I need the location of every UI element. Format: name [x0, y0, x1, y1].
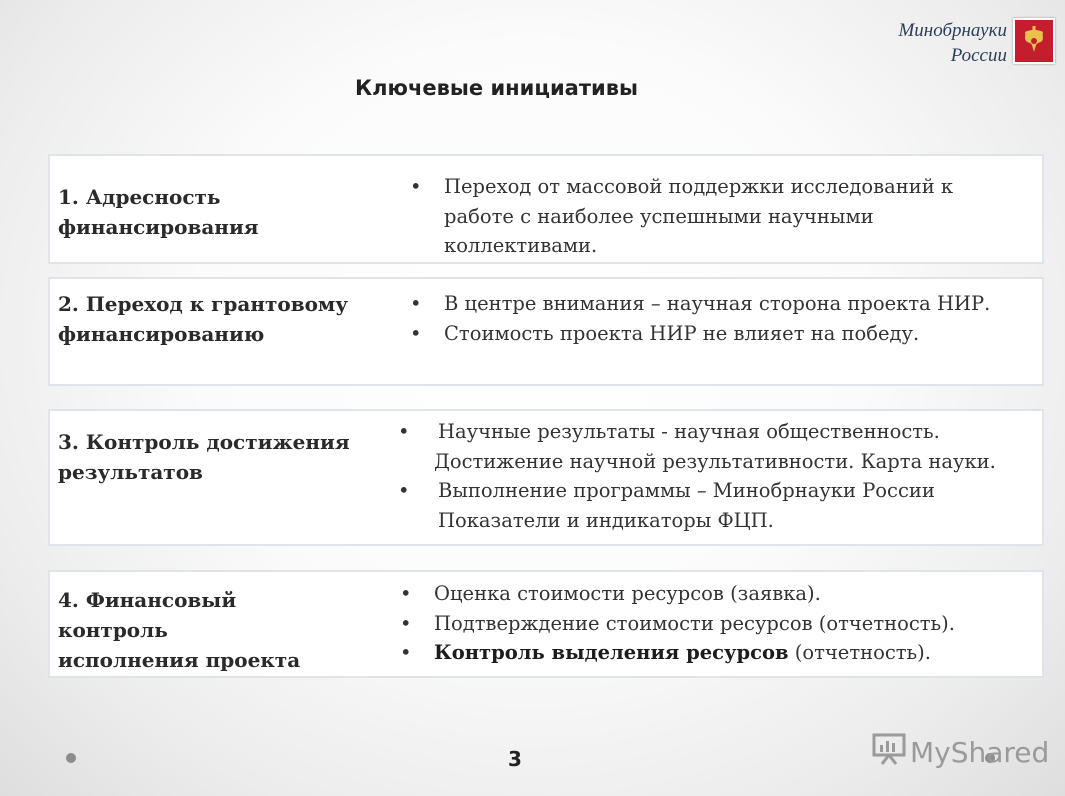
dot-left — [66, 753, 76, 763]
initiative-title-line: контроль — [58, 618, 168, 642]
bullet-line: • Научные результаты - научная общественность. — [438, 420, 940, 443]
bullet-line: • Переход от массовой поддержки исследований к — [444, 175, 954, 198]
initiative-card-1 — [48, 154, 1044, 264]
bullet-item — [396, 476, 996, 535]
initiative-title-line: 3. Контроль достижения — [58, 430, 350, 454]
initiative-title — [58, 427, 350, 487]
watermark — [872, 733, 1049, 772]
initiative-bullets — [408, 289, 990, 348]
initiative-card-3 — [48, 409, 1044, 546]
initiative-title-line: 2. Переход к грантовому — [58, 292, 349, 316]
initiative-title-line: исполнения проекта — [58, 648, 301, 672]
bullet-item: • Подтверждение стоимости ресурсов (отчетность). — [398, 609, 955, 639]
bullet-text: (отчетность). — [788, 641, 931, 664]
presentation-icon — [872, 733, 910, 772]
ministry-name-line1: Минобрнауки — [898, 20, 1007, 41]
initiative-title-line: 4. Финансовый — [58, 588, 237, 612]
initiative-title — [58, 585, 300, 675]
bullet-item: • Стоимость проекта НИР не влияет на победу. — [408, 319, 990, 349]
bullet-item: • Оценка стоимости ресурсов (заявка). — [398, 579, 955, 609]
initiative-bullets — [398, 579, 955, 668]
ministry-name-line2: России — [950, 45, 1007, 66]
initiative-card-2 — [48, 277, 1044, 386]
bullet-item — [408, 172, 953, 261]
initiative-title-line: финансированию — [58, 322, 265, 346]
bullet-item — [396, 417, 996, 476]
initiative-card-4 — [48, 570, 1044, 678]
ministry-name — [898, 18, 1007, 68]
bullet-line: работе с наиболее успешными научными — [444, 204, 874, 228]
initiative-bullets — [408, 172, 953, 261]
initiative-bullets — [396, 417, 996, 535]
bullet-line: Показатели и индикаторы ФЦП. — [438, 508, 774, 532]
bullet-item: • В центре внимания – научная сторона проекта НИР. — [408, 289, 990, 319]
page-title: Ключевые инициативы — [355, 76, 639, 100]
bullet-line: Достижение научной результативности. Карта науки. — [434, 449, 996, 473]
bullet-bold-text: Контроль выделения ресурсов — [434, 641, 789, 664]
initiative-title — [58, 182, 259, 242]
initiative-title-line: 1. Адресность — [58, 185, 221, 209]
initiative-title-line: результатов — [58, 460, 203, 484]
watermark-text: MyShared — [910, 736, 1050, 769]
initiative-title-line: финансирования — [58, 215, 259, 239]
bullet-item — [398, 638, 955, 668]
bullet-line: коллективами. — [444, 234, 598, 257]
coat-of-arms-icon — [1013, 18, 1055, 64]
initiative-title — [58, 289, 348, 349]
ministry-logo — [898, 18, 1055, 68]
bullet-line: • Выполнение программы – Минобрнауки России — [438, 479, 935, 502]
page-number: 3 — [508, 747, 522, 771]
